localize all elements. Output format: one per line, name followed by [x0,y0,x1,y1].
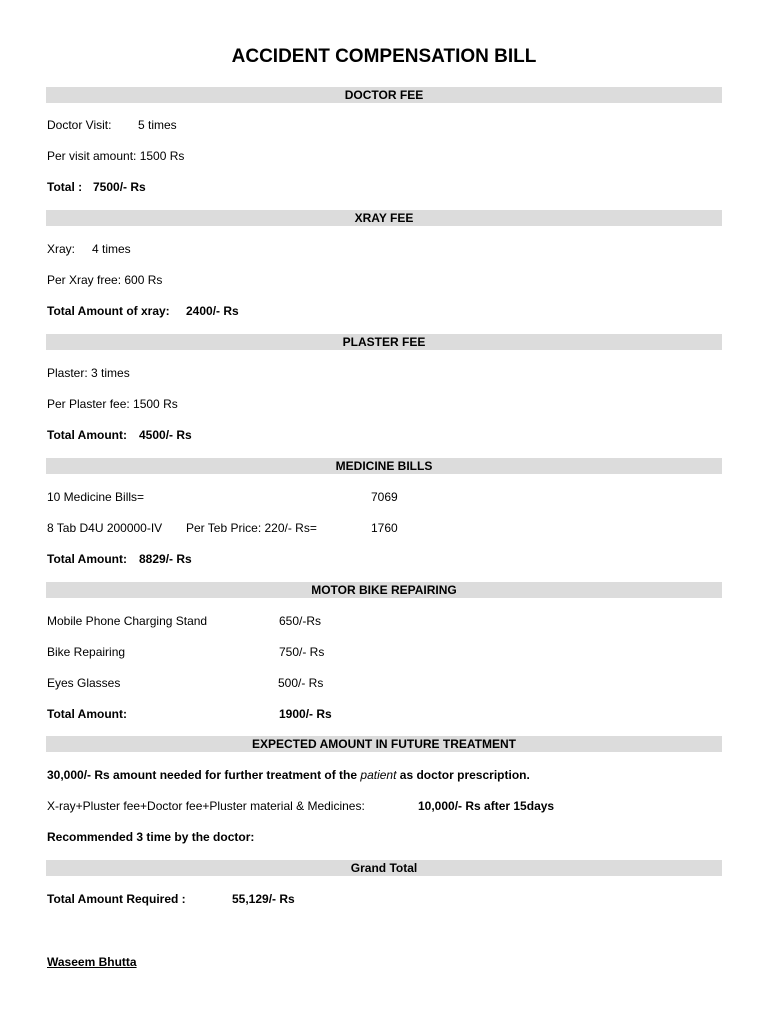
xray-count-value: 4 times [92,242,131,256]
future-line-2-value: 10,000/- Rs after 15days [418,799,555,813]
bike-total-label: Total Amount: [47,707,127,721]
doctor-total-row [47,180,146,194]
section-heading-future-treatment: EXPECTED AMOUNT IN FUTURE TREATMENT [46,736,722,752]
section-heading-grand-total: Grand Total [46,860,722,876]
xray-total-row [47,304,239,318]
per-plaster-fee: Per Plaster fee: 1500 Rs [47,397,178,411]
doctor-total-label: Total : [47,180,83,194]
bike-item-label: Bike Repairing [47,645,126,659]
per-xray-fee: Per Xray free: 600 Rs [47,273,163,287]
plaster-total-row [47,428,192,442]
future-line-1-start: 30,000/- Rs amount needed for further treatment of the [47,768,358,782]
future-recommendation: Recommended 3 time by the doctor: [47,830,255,844]
future-treatment-line [47,768,530,782]
plaster-total-value: 4500/- Rs [139,428,192,442]
bike-item-label: Mobile Phone Charging Stand [47,614,208,628]
section-heading-medicine-bills: MEDICINE BILLS [46,458,722,474]
bike-item-value: 650/-Rs [279,614,322,628]
bike-item-row [47,676,324,690]
plaster-count: Plaster: 3 times [47,366,130,380]
grand-total-label: Total Amount Required : [47,892,186,906]
section-heading-doctor-fee: DOCTOR FEE [46,87,722,103]
medicine-total-row [47,552,192,566]
medicine-row-2 [47,521,398,535]
medicine-row-1-label: 10 Medicine Bills= [47,490,145,504]
xray-total-label: Total Amount of xray: [47,304,170,318]
medicine-total-value: 8829/- Rs [139,552,192,566]
medicine-total-label: Total Amount: [47,552,127,566]
xray-count-row [47,242,131,256]
bike-total-value: 1900/- Rs [279,707,332,721]
doctor-visit-label: Doctor Visit: [47,118,112,132]
future-treatment-breakdown [47,799,555,813]
section-heading-plaster-fee: PLASTER FEE [46,334,722,350]
bike-item-value: 500/- Rs [278,676,324,690]
future-line-1-end: as doctor prescription. [399,768,530,782]
medicine-row-2-unit-price: Per Teb Price: 220/- Rs= [186,521,317,535]
xray-count-label: Xray: [47,242,76,256]
grand-total-value: 55,129/- Rs [232,892,295,906]
medicine-row-1-value: 7069 [371,490,398,504]
section-heading-xray-fee: XRAY FEE [46,210,722,226]
section-heading-motor-bike-repairing: MOTOR BIKE REPAIRING [46,582,722,598]
per-visit-amount: Per visit amount: 1500 Rs [47,149,185,163]
bike-item-row [47,614,322,628]
bike-item-value: 750/- Rs [279,645,325,659]
page-title: ACCIDENT COMPENSATION BILL [231,46,537,67]
medicine-row-2-value: 1760 [371,521,398,535]
doctor-visit-value: 5 times [138,118,177,132]
medicine-row-1 [47,490,398,504]
signature-name: Waseem Bhutta [47,955,137,969]
bike-item-label: Eyes Glasses [47,676,121,690]
plaster-total-label: Total Amount: [47,428,127,442]
medicine-row-2-label: 8 Tab D4U 200000-IV [47,521,163,535]
doctor-visit-row [47,118,177,132]
future-line-2-label: X-ray+Pluster fee+Doctor fee+Pluster material & Medicines: [47,799,365,813]
bike-item-row [47,645,325,659]
doctor-total-value: 7500/- Rs [93,180,146,194]
xray-total-value: 2400/- Rs [186,304,239,318]
bike-total-row [47,707,332,721]
future-line-1-emphasis: patient [360,768,397,782]
grand-total-row [47,892,295,906]
